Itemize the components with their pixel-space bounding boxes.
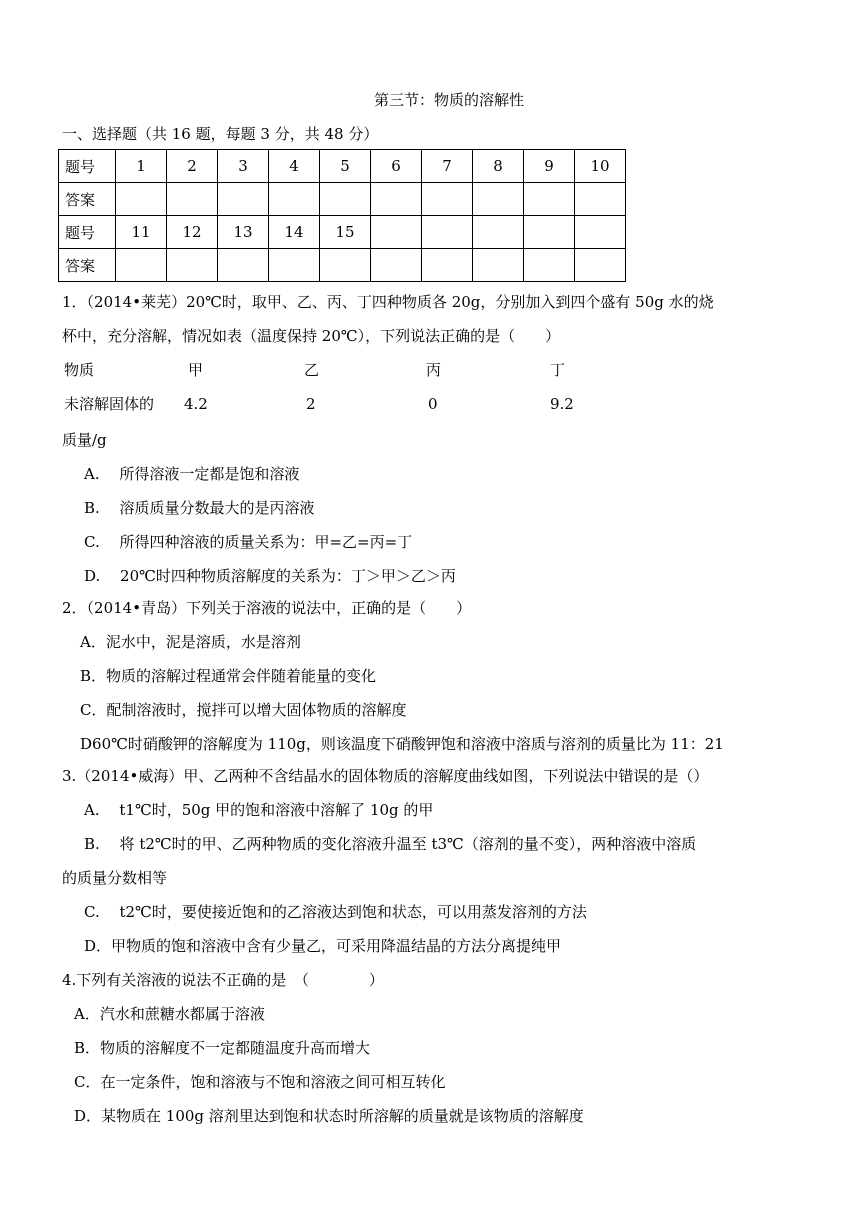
- table-row: [59, 150, 626, 183]
- table-cell: 题号: [59, 150, 116, 183]
- answer-cell: [575, 183, 626, 216]
- question-1-stem-line-2: 杯中，充分溶解，情况如表（温度保持 20℃），下列说法正确的是（ ）: [62, 327, 561, 345]
- option-c: C. 所得四种溶液的质量关系为：甲=乙=丙=丁: [84, 533, 413, 551]
- question-4-stem: 4.下列有关溶液的说法不正确的是 （ ）: [62, 971, 384, 989]
- answer-cell: [473, 183, 524, 216]
- table-row-label: 质量/g: [62, 431, 107, 449]
- table-cell: 10: [575, 150, 626, 183]
- answer-cell: [422, 249, 473, 282]
- table-header: 甲: [188, 361, 204, 379]
- answer-cell: [371, 249, 422, 282]
- answer-cell: [218, 183, 269, 216]
- answer-cell: [269, 249, 320, 282]
- table-cell: [473, 216, 524, 249]
- answer-cell: [473, 249, 524, 282]
- table-cell: [575, 216, 626, 249]
- table-cell: 9.2: [550, 395, 574, 413]
- table-cell: 5: [320, 150, 371, 183]
- answer-table: [58, 149, 626, 282]
- table-row: [59, 249, 626, 282]
- answer-cell: [320, 249, 371, 282]
- table-cell: 9: [524, 150, 575, 183]
- option-b: B. 将 t2℃时的甲、乙两种物质的变化溶液升温至 t3℃（溶剂的量不变），两种溶液中溶质: [84, 835, 697, 853]
- table-cell: 12: [167, 216, 218, 249]
- table-cell: 14: [269, 216, 320, 249]
- option-c: C．配制溶液时，搅拌可以增大固体物质的溶解度: [80, 701, 407, 719]
- table-cell: 4: [269, 150, 320, 183]
- answer-cell: [269, 183, 320, 216]
- table-cell: 2: [167, 150, 218, 183]
- page-title: 第三节：物质的溶解性: [374, 91, 525, 109]
- answer-cell: [167, 249, 218, 282]
- table-header: 乙: [304, 361, 320, 379]
- option-d: D60℃时硝酸钾的溶解度为 110g，则该温度下硝酸钾饱和溶液中溶质与溶剂的质量比为 11：21: [80, 735, 724, 753]
- option-d: D. 20℃时四种物质溶解度的关系为：丁＞甲＞乙＞丙: [84, 567, 456, 585]
- table-cell: 6: [371, 150, 422, 183]
- option-b-continued: 的质量分数相等: [62, 869, 168, 887]
- option-b: B. 溶质质量分数最大的是丙溶液: [84, 499, 315, 517]
- answer-cell: [524, 183, 575, 216]
- answer-cell: [575, 249, 626, 282]
- option-a: A. t1℃时，50g 甲的饱和溶液中溶解了 10g 的甲: [84, 801, 434, 819]
- table-header: 物质: [64, 361, 95, 379]
- answer-cell: [167, 183, 218, 216]
- answer-cell: [218, 249, 269, 282]
- table-row: [59, 216, 626, 249]
- table-cell: 7: [422, 150, 473, 183]
- table-cell: 2: [306, 395, 316, 413]
- table-cell: [524, 216, 575, 249]
- option-b: B．物质的溶解度不一定都随温度升高而增大: [74, 1039, 371, 1057]
- option-a: A. 所得溶液一定都是饱和溶液: [84, 465, 300, 483]
- table-cell: 13: [218, 216, 269, 249]
- table-cell: 题号: [59, 216, 116, 249]
- table-cell: 1: [116, 150, 167, 183]
- option-c: C．在一定条件，饱和溶液与不饱和溶液之间可相互转化: [74, 1073, 446, 1091]
- section-heading: 一、选择题（共 16 题，每题 3 分，共 48 分）: [62, 125, 379, 143]
- table-cell: 答案: [59, 249, 116, 282]
- question-2-stem: 2．（2014•青岛）下列关于溶液的说法中，正确的是（ ）: [62, 599, 472, 617]
- option-d: D．甲物质的饱和溶液中含有少量乙，可采用降温结晶的方法分离提纯甲: [84, 937, 562, 955]
- answer-cell: [320, 183, 371, 216]
- question-3-stem: 3.（2014•威海）甲、乙两种不含结晶水的固体物质的溶解度曲线如图，下列说法中错误的是（）: [62, 767, 709, 785]
- table-cell: 3: [218, 150, 269, 183]
- option-b: B．物质的溶解过程通常会伴随着能量的变化: [80, 667, 377, 685]
- table-cell: [371, 216, 422, 249]
- option-a: A．汽水和蔗糖水都属于溶液: [74, 1005, 265, 1023]
- table-cell: 4.2: [184, 395, 208, 413]
- option-c: C. t2℃时，要使接近饱和的乙溶液达到饱和状态，可以用蒸发溶剂的方法: [84, 903, 587, 921]
- table-cell: 8: [473, 150, 524, 183]
- table-row: [59, 183, 626, 216]
- option-d: D．某物质在 100g 溶剂里达到饱和状态时所溶解的质量就是该物质的溶解度: [74, 1107, 584, 1125]
- table-row-label: 未溶解固体的: [64, 395, 155, 413]
- answer-cell: [422, 183, 473, 216]
- option-a: A．泥水中，泥是溶质，水是溶剂: [80, 633, 301, 651]
- question-1-stem-line-1: 1．（2014•莱芜）20℃时，取甲、乙、丙、丁四种物质各 20g，分别加入到四个盛有 50g 水的烧: [62, 293, 714, 311]
- table-cell: [422, 216, 473, 249]
- answer-cell: [116, 183, 167, 216]
- table-cell: 11: [116, 216, 167, 249]
- answer-cell: [116, 249, 167, 282]
- table-header: 丁: [550, 361, 566, 379]
- answer-cell: [371, 183, 422, 216]
- answer-cell: [524, 249, 575, 282]
- table-header: 丙: [426, 361, 442, 379]
- table-cell: 答案: [59, 183, 116, 216]
- table-cell: 15: [320, 216, 371, 249]
- table-cell: 0: [428, 395, 438, 413]
